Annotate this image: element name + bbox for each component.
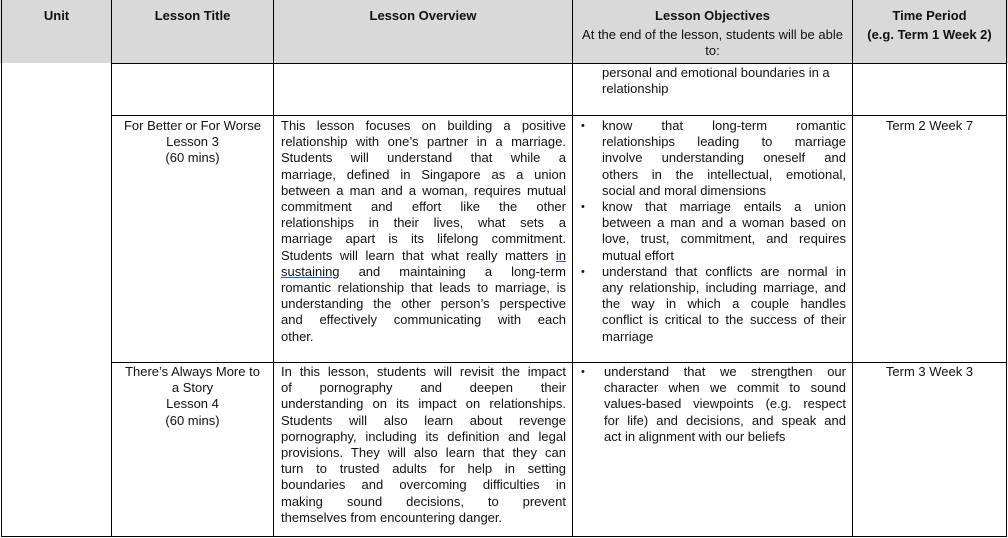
lesson-title-cell <box>112 364 273 429</box>
bullet-icon: • <box>581 265 585 278</box>
header-objectives-subtitle: At the end of the lesson, students will be able to: <box>582 27 843 58</box>
time-period-cell: Term 2 Week 7 <box>885 118 974 133</box>
overview-line: turn to trusted adults for help in setting <box>281 461 566 477</box>
overview-line: of pornography and deepen their <box>281 380 566 396</box>
lesson-number: Lesson 3 <box>166 134 219 150</box>
border <box>273 0 274 537</box>
lesson-duration: (60 mins) <box>165 150 220 166</box>
overview-line: This lesson focuses on building a positive <box>281 118 566 133</box>
border <box>852 0 853 537</box>
overview-line: relationship with one’s partner in a marriage. <box>281 134 566 150</box>
overview-line: pornography, including its definition and legal <box>281 428 566 444</box>
overview-line: themselves from encountering danger. <box>281 509 503 525</box>
header-time-period <box>853 8 1006 43</box>
border <box>1 0 2 537</box>
lesson-objectives-cell <box>581 364 846 445</box>
header-objectives-title: Lesson Objectives <box>655 8 770 23</box>
objective-line: know that marriage entails a union <box>602 199 846 215</box>
objective-line: others in the intellectual, emotional, <box>602 166 846 182</box>
overview-line: commitment and effort like the other <box>281 199 566 215</box>
objective-line: relationship <box>602 81 669 97</box>
objective-line: involve understanding oneself and <box>602 150 846 166</box>
overview-line: understanding on its impact on relationships. <box>281 396 566 412</box>
objective-line: values-based viewpoints (e.g. respect <box>604 396 846 412</box>
overview-line: Students will understand that while a <box>281 150 566 166</box>
bullet-icon: • <box>581 366 585 378</box>
lesson-overview-cell <box>281 364 566 526</box>
lesson-name-cont: a Story <box>171 380 214 396</box>
border <box>1 536 1007 537</box>
overview-line: making sound decisions, to prevent <box>281 493 566 509</box>
objective-line: social and moral dimensions <box>602 182 767 198</box>
objective-line: know that long-term romantic <box>602 118 846 133</box>
lesson-name: There’s Always More to <box>125 364 260 379</box>
objective-item <box>581 199 846 264</box>
overview-line: In this lesson, students will revisit the impact <box>281 364 566 379</box>
time-period-cell: Term 3 Week 3 <box>885 364 974 379</box>
spellcheck-underline: in <box>555 247 566 263</box>
overview-line: marriage, defined in Singapore as a union <box>281 166 566 182</box>
objective-line: understand that we strengthen our <box>604 364 846 379</box>
overview-line: marriage apart is its lifelong commitment. <box>281 231 566 247</box>
border <box>572 0 573 537</box>
lesson-name: For Better or For Worse <box>123 118 261 133</box>
objective-line: act in alignment with our beliefs <box>604 428 786 444</box>
border <box>111 362 1007 363</box>
border <box>111 63 1007 64</box>
objective-line: character when we commit to sound <box>604 380 846 396</box>
overview-line: relationships in their lives, what sets a <box>281 215 566 231</box>
objective-line: relationships leading to marriage <box>602 134 846 150</box>
overview-line-underline: sustaining and maintaining a long-term <box>281 263 566 279</box>
objective-line: love, trust, commitment, and requires <box>602 231 846 247</box>
overview-line: Students will also learn about revenge <box>281 412 566 428</box>
objective-item <box>581 263 846 345</box>
border <box>1006 0 1007 537</box>
overview-line: romantic relationship that leads to marriage, is <box>281 280 566 296</box>
header-time-title: Time Period <box>892 8 967 23</box>
objective-item <box>581 118 846 199</box>
objective-line: understand that conflicts are normal in <box>602 263 846 279</box>
objective-line: any relationship, including marriage, and <box>602 280 846 296</box>
lesson-objectives-cell <box>581 118 846 345</box>
overview-line-underline: Students will learn that what really matters in <box>281 247 566 263</box>
lesson-overview-cell <box>281 118 566 345</box>
header-time-subtitle: (e.g. Term 1 Week 2) <box>867 27 992 42</box>
spellcheck-underline: sustaining <box>281 263 340 279</box>
objectives-continuation <box>602 65 847 97</box>
overview-line: provisions. They will also learn that they can <box>281 445 566 461</box>
objective-line: mutual effort <box>602 247 675 263</box>
objective-item <box>581 364 846 445</box>
objective-line: for life) and decisions, and speak and <box>604 412 846 428</box>
overview-line: between a man and a woman, requires mutual <box>281 182 566 198</box>
lesson-duration: (60 mins) <box>165 412 220 428</box>
overview-line: understanding the other person’s perspective <box>281 296 566 312</box>
header-lesson-overview: Lesson Overview <box>369 8 477 23</box>
border <box>111 0 112 537</box>
objective-line: conflict is critical to the success of their <box>602 312 846 328</box>
objective-line: marriage <box>602 328 654 344</box>
border <box>111 115 1007 116</box>
lesson-number: Lesson 4 <box>166 396 219 412</box>
objective-line: personal and emotional boundaries in a <box>602 65 830 80</box>
overview-line: other. <box>281 328 314 344</box>
lesson-title-cell <box>112 118 273 167</box>
header-lesson-title: Lesson Title <box>154 8 231 23</box>
objective-line: the way in which a couple handles <box>602 296 846 312</box>
bullet-icon: • <box>581 120 585 132</box>
header-lesson-objectives <box>573 8 852 59</box>
overview-line: boundaries and overcoming difficulties in <box>281 477 566 493</box>
objective-line: between a man and a woman based on <box>602 215 846 231</box>
header-unit: Unit <box>43 8 70 23</box>
overview-line: and effectively communicating with each <box>281 312 566 328</box>
bullet-icon: • <box>581 201 585 214</box>
